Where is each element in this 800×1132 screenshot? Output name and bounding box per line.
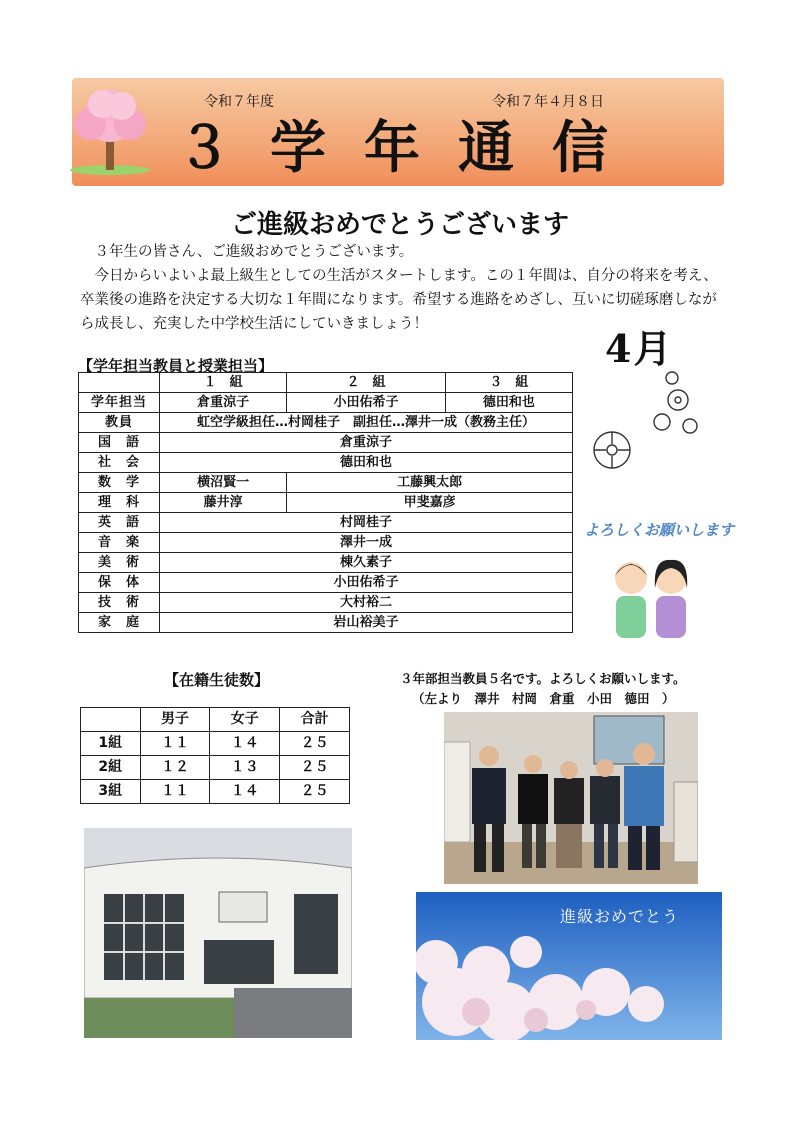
- subject-label: 数 学: [79, 473, 160, 493]
- total-header: 合計: [280, 708, 350, 732]
- enrollment-table: [80, 707, 350, 804]
- subject-label: 英 語: [79, 513, 160, 533]
- greeting-heading: ご進級おめでとうございます: [230, 210, 569, 240]
- subject-label: 音 楽: [79, 533, 160, 553]
- fiscal-year: 令和７年度: [204, 94, 274, 110]
- total-count: ２５: [280, 732, 350, 756]
- subject-label: 理 科: [79, 493, 160, 513]
- table-row: [79, 473, 573, 493]
- sakura-blossom-icon: [586, 370, 706, 480]
- newsletter-title: ３学年通信: [176, 116, 646, 181]
- sakura-card-text: 進級おめでとう: [560, 907, 680, 926]
- subject-teacher: 横沼賢一: [160, 473, 287, 493]
- table-row: [79, 573, 573, 593]
- homeroom-label-2: 教員: [79, 413, 160, 433]
- subject-teacher: 甲斐嘉彦: [287, 493, 573, 513]
- table-row: [79, 533, 573, 553]
- boys-count: １１: [140, 732, 210, 756]
- table-row: [81, 732, 350, 756]
- subject-teacher: 村岡桂子: [160, 513, 573, 533]
- yoroshiku-text: よろしくお願いします: [584, 521, 735, 539]
- subject-label: 技 術: [79, 593, 160, 613]
- table-row: [81, 708, 350, 732]
- boys-count: １１: [140, 780, 210, 804]
- subject-label: 保 体: [79, 573, 160, 593]
- class-label: 3組: [81, 780, 141, 804]
- school-building-photo: [84, 828, 352, 1038]
- table-row: [79, 493, 573, 513]
- boys-count: １２: [140, 756, 210, 780]
- class-label: 2組: [81, 756, 141, 780]
- photo-caption-line-2: （左より 澤井 村岡 倉重 小田 德田 ）: [412, 691, 675, 706]
- intro-paragraph-1: ３年生の皆さん、ご進級おめでとうございます。: [80, 244, 414, 260]
- staff-heading: 【学年担当教員と授業担当】: [78, 357, 274, 375]
- subject-label: 美 術: [79, 553, 160, 573]
- cherry-tree-icon: [62, 82, 158, 178]
- class-label: 1組: [81, 732, 141, 756]
- subject-teacher: 藤井淳: [160, 493, 287, 513]
- table-row: [81, 780, 350, 804]
- month-label: 4月: [605, 326, 674, 371]
- total-count: ２５: [280, 780, 350, 804]
- homeroom-label: 学年担当: [79, 393, 160, 413]
- subject-teacher: 澤井一成: [160, 533, 573, 553]
- subject-teacher: 棟久素子: [160, 553, 573, 573]
- class-3-header: ３ 組: [445, 373, 572, 393]
- subject-label: 国 語: [79, 433, 160, 453]
- subject-label: 家 庭: [79, 613, 160, 633]
- enrollment-heading: 【在籍生徒数】: [164, 671, 270, 689]
- table-row: [79, 393, 573, 413]
- table-row: [79, 413, 573, 433]
- table-row: [79, 613, 573, 633]
- table-row: [79, 553, 573, 573]
- table-row: [79, 373, 573, 393]
- subject-teacher: 岩山裕美子: [160, 613, 573, 633]
- staff-table: [78, 372, 573, 633]
- girls-count: １４: [210, 780, 280, 804]
- table-row: [79, 593, 573, 613]
- girls-header: 女子: [210, 708, 280, 732]
- subject-teacher: 德田和也: [160, 453, 573, 473]
- intro-paragraph-2: 今日からいよいよ最上級生としての生活がスタートします。この１年間は、自分の将来を考え、卒業後の進路を決定する大切な１年間になります。希望する進路をめざし、互いに切磋琢磨しながら成長し、充実した中学校生活にしていきましょう！: [80, 268, 718, 332]
- homeroom-3: 德田和也: [445, 393, 572, 413]
- special-class-row: 虹空学級担任…村岡桂子 副担任…澤井一成（教務主任）: [160, 413, 573, 433]
- homeroom-1: 倉重涼子: [160, 393, 287, 413]
- table-row: [79, 453, 573, 473]
- boys-header: 男子: [140, 708, 210, 732]
- girls-count: １４: [210, 732, 280, 756]
- teachers-group-photo: [444, 712, 698, 884]
- girls-count: １３: [210, 756, 280, 780]
- table-row: [79, 433, 573, 453]
- bowing-students-illustration: [612, 548, 692, 640]
- subject-teacher: 工藤興太郎: [287, 473, 573, 493]
- table-row: [81, 756, 350, 780]
- class-2-header: ２ 組: [287, 373, 445, 393]
- subject-teacher: 小田佑希子: [160, 573, 573, 593]
- homeroom-2: 小田佑希子: [287, 393, 445, 413]
- subject-teacher: 大村裕二: [160, 593, 573, 613]
- photo-caption: [400, 669, 686, 709]
- subject-teacher: 倉重涼子: [160, 433, 573, 453]
- table-row: [79, 513, 573, 533]
- class-1-header: １ 組: [160, 373, 287, 393]
- table-cell: [79, 373, 160, 393]
- table-cell: [81, 708, 141, 732]
- issue-date: 令和７年４月８日: [492, 94, 604, 110]
- subject-label: 社 会: [79, 453, 160, 473]
- total-count: ２５: [280, 756, 350, 780]
- photo-caption-line-1: ３年部担当教員５名です。よろしくお願いします。: [400, 671, 686, 686]
